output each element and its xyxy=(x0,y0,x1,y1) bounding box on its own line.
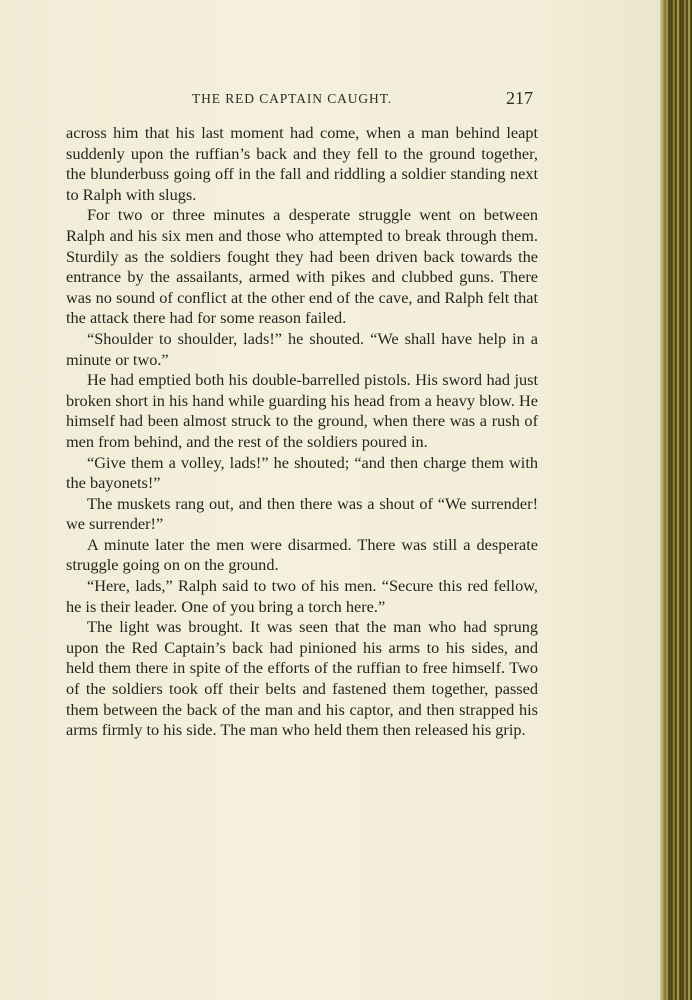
running-head: THE RED CAPTAIN CAUGHT. xyxy=(192,91,393,106)
paragraph: The muskets rang out, and then there was a shout of “We surrender! we surrender!” xyxy=(66,493,538,534)
paragraph: “Shoulder to shoulder, lads!” he shouted. “We shall have help in a minute or two.” xyxy=(66,328,538,369)
paragraph: A minute later the men were disarmed. There was still a desperate struggle going on on the ground. xyxy=(66,534,538,575)
page-body-text xyxy=(66,123,538,741)
paragraph: across him that his last moment had come, when a man behind leapt suddenly upon the ruffian’s back and they fell to the ground together, the blunderbuss going off in the fall and riddling a soldier standing next to Ralph with slugs. xyxy=(66,123,538,204)
page-number: 217 xyxy=(506,88,533,108)
paragraph: For two or three minutes a desperate struggle went on between Ralph and his six men and those who attempted to break through them. Sturdily as the soldiers fought they had been driven back towards the entrance by the assailants, armed with pikes and clubbed guns. There was no sound of conflict at the other end of the cave, and Ralph felt that the attack there had for some reason failed. xyxy=(66,205,538,328)
paragraph: “Give them a volley, lads!” he shouted; “and then charge them with the bayonets!” xyxy=(66,452,538,493)
paragraph: The light was brought. It was seen that the man who had sprung upon the Red Captain’s back had pinioned his arms to his sides, and held them there in spite of the efforts of the ruffian to free himself. Two of the soldiers took off their belts and fastened them together, passed them between the back of the man and his captor, and then strapped his arms firmly to his side. The man who held them then released his grip. xyxy=(66,617,538,740)
paragraph: “Here, lads,” Ralph said to two of his men. “Secure this red fellow, he is their leader. One of you bring a torch here.” xyxy=(66,576,538,616)
book-page-edge xyxy=(660,0,692,1000)
paragraph: He had emptied both his double-barrelled pistols. His sword had just broken short in his hand while guarding his head from a heavy blow. He himself had been almost struck to the ground, when there was a rush of men from behind, and the rest of the soldiers poured in. xyxy=(66,370,538,451)
page-header xyxy=(0,88,660,112)
